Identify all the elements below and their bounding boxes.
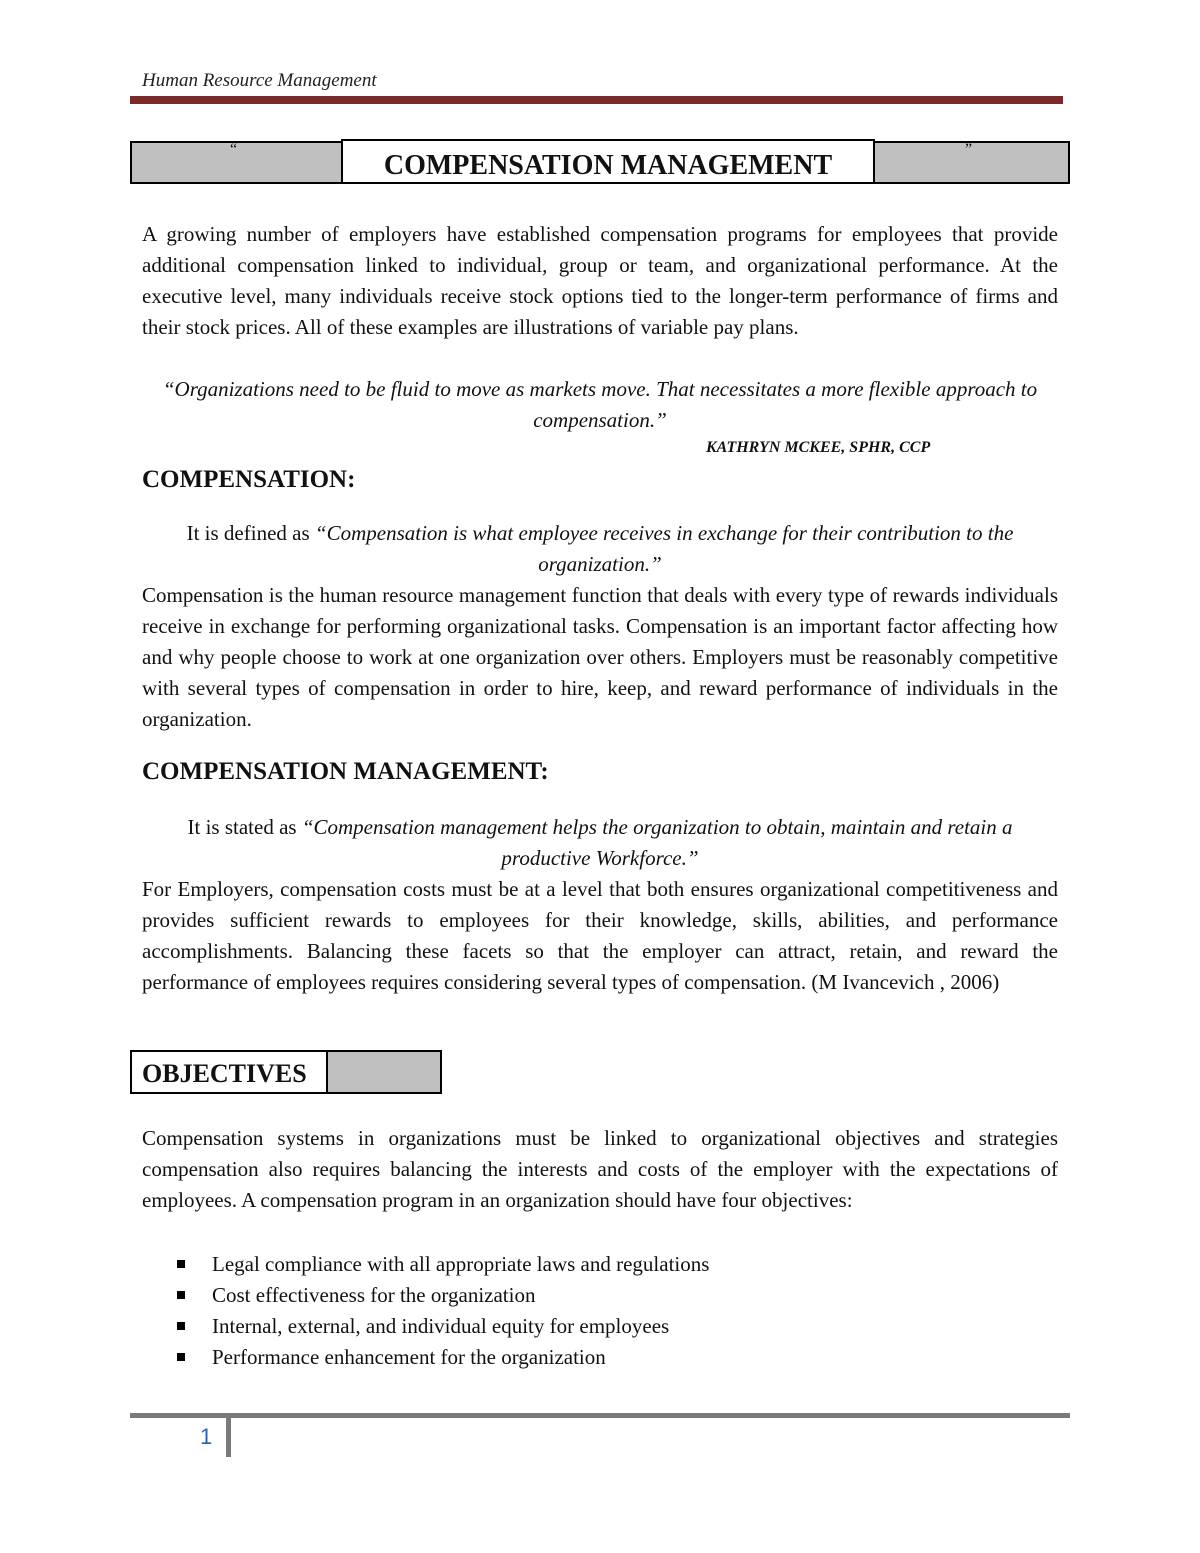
bullet-square-icon — [177, 1322, 185, 1330]
intro-paragraph: A growing number of employers have established compensation programs for employees that provide additional compensation linked to individual, group or team, and organizational performance. At the executive level, many individuals receive stock options tied to the longer-term performance of firms and their stock prices. All of these examples are illustrations of variable pay plans. — [142, 222, 1058, 339]
page-title: COMPENSATION MANAGEMENT — [341, 139, 875, 184]
cm-definition-text: “Compensation management helps the organization to obtain, maintain and retain a productive Workforce.” — [301, 815, 1013, 870]
objectives-list — [175, 1249, 709, 1373]
compensation-definition-text: “Compensation is what employee receives in exchange for their contribution to the organization.” — [314, 521, 1014, 576]
footer-divider — [226, 1413, 231, 1457]
bullet-square-icon — [177, 1353, 185, 1361]
compensation-heading: COMPENSATION: — [142, 466, 356, 493]
list-item: Performance enhancement for the organization — [175, 1342, 709, 1373]
compensation-paragraph: Compensation is the human resource management function that deals with every type of rewards individuals receive in exchange for performing organizational tasks. Compensation is an important factor affecting how and why people choose to work at one organization over others. Employers must be reasonably competitive with several types of compensation in order to hire, keep, and reward performance of individuals in the organization. — [142, 583, 1058, 731]
compensation-management-paragraph: For Employers, compensation costs must be at a level that both ensures organizational competitiveness and provides sufficient rewards to employees for their knowledge, skills, abilities, and performance accomplishments. Balancing these facets so that the employer can attract, retain, and reward the performance of employees requires considering several types of compensation. (M Ivancevich , 2006) — [142, 877, 1058, 994]
compensation-management-definition — [142, 812, 1058, 874]
intro-quote: “Organizations need to be fluid to move as markets move. That necessitates a more flexible approach to compensation.” — [162, 377, 1038, 432]
list-item: Cost effectiveness for the organization — [175, 1280, 709, 1311]
header-rule — [130, 96, 1063, 104]
bullet-square-icon — [177, 1291, 185, 1299]
list-item: Legal compliance with all appropriate laws and regulations — [175, 1249, 709, 1280]
objectives-paragraph: Compensation systems in organizations must be linked to organizational objectives and strategies compensation also requires balancing the interests and costs of the employer with the expectations of employees. A compensation program in an organization should have four objectives: — [142, 1126, 1058, 1212]
quote-author: KATHRYN MCKEE, SPHR, CCP — [706, 439, 931, 456]
page-number: 1 — [200, 1424, 213, 1449]
compensation-definition — [148, 518, 1052, 580]
compensation-definition-prefix: It is defined as — [186, 521, 315, 545]
running-header: Human Resource Management — [142, 70, 377, 91]
objectives-heading: OBJECTIVES — [130, 1050, 328, 1094]
footer-rule — [130, 1413, 1070, 1418]
title-left-quote: “ — [230, 141, 238, 158]
cm-definition-prefix: It is stated as — [187, 815, 302, 839]
title-right-quote: ” — [965, 141, 973, 158]
bullet-square-icon — [177, 1260, 185, 1268]
compensation-management-heading: COMPENSATION MANAGEMENT: — [142, 758, 549, 785]
list-item: Internal, external, and individual equity for employees — [175, 1311, 709, 1342]
